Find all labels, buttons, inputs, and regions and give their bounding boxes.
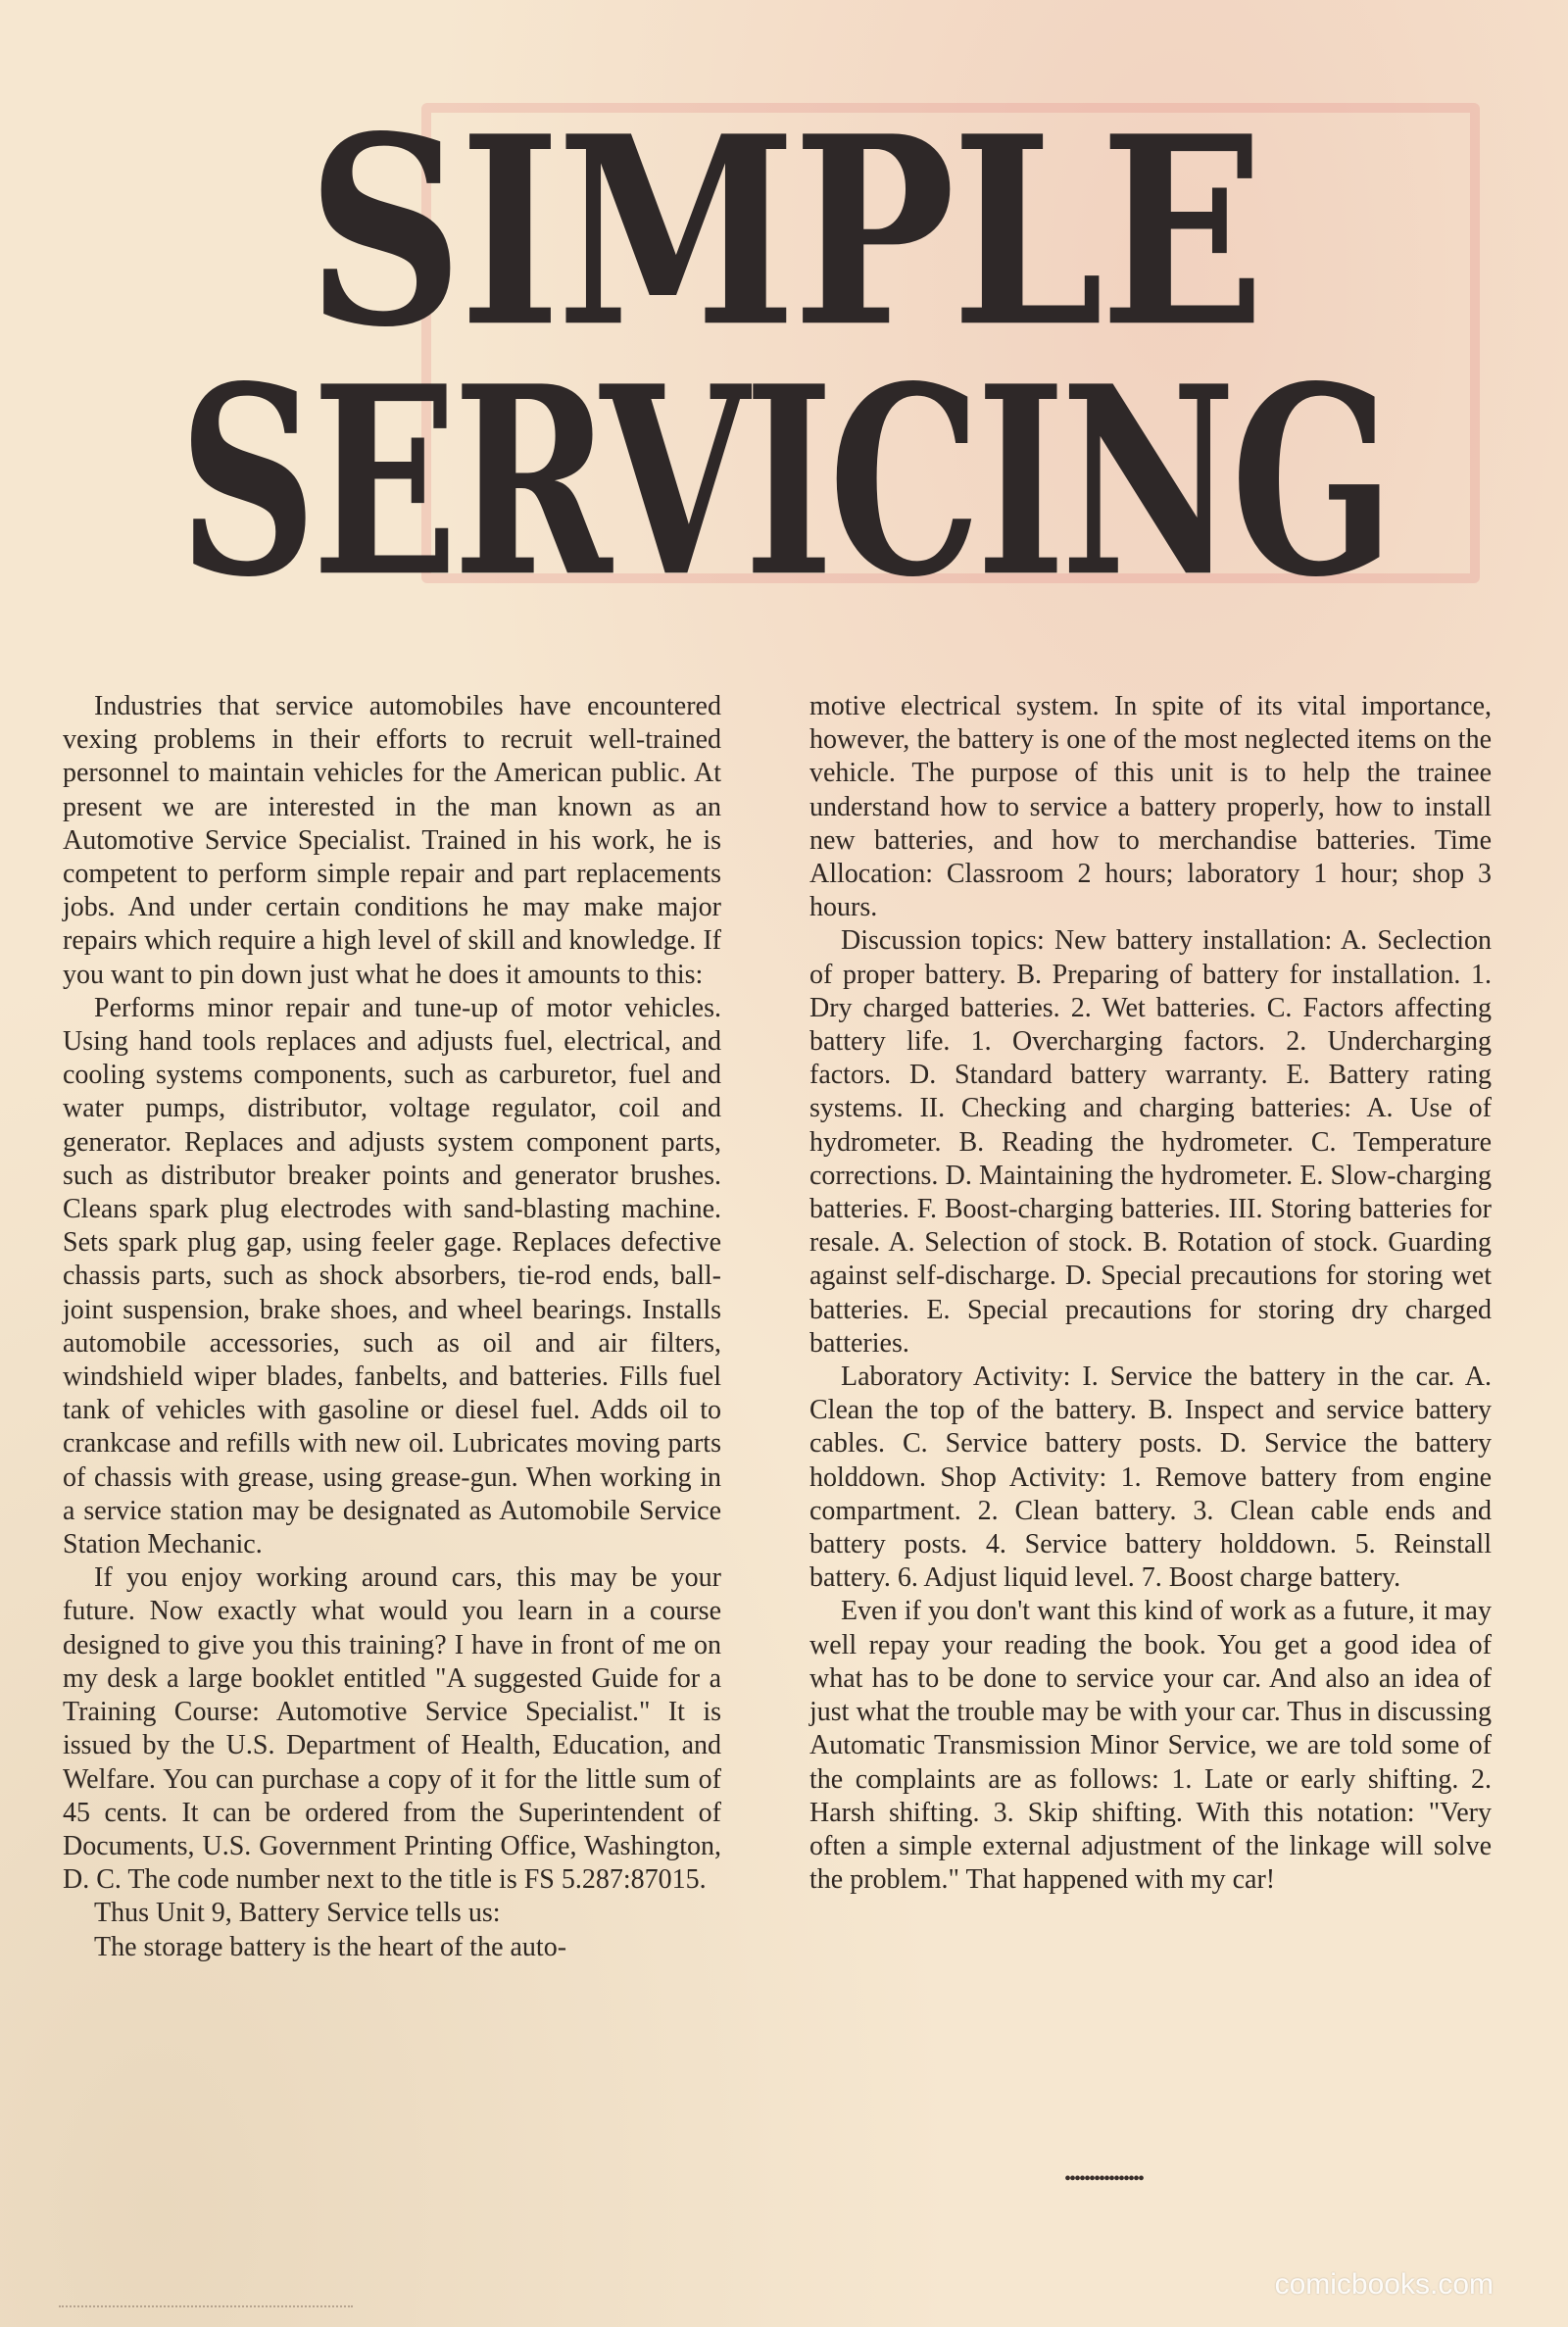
headline-line-1: SIMPLE [307,80,1261,385]
watermark: comicbooks.com [1274,2268,1494,2301]
article-column-left [63,690,721,1964]
paragraph-continued: motive electrical system. In spite of its vital importance, however, the battery is one of the most neglected items on the vehicle. The purpose of this unit is to help the trainee understand how to service a battery properly, how to install new batteries, and how to merchandise batteries. Time Allocation: Classroom 2 hours; laboratory 1 hour; shop 3 hours. [809,691,1492,923]
paragraph: The storage battery is the heart of the auto- [94,1931,567,1962]
paragraph: Thus Unit 9, Battery Service tells us: [94,1898,501,1929]
headline-line-2: SERVICING [178,330,1390,635]
paragraph: Performs minor repair and tune-up of motor vehicles. Using hand tools replaces and adjusts fuel, electrical, and cooling systems components, such as carburetor, fuel and water pumps, distributor, voltage regulator, coil and generator. Replaces and adjusts system component parts, such as distributor breaker points and generator brushes. Cleans spark plug electrodes with sand-blasting machine. Sets spark plug gap, using feeler gage. Replaces defective chassis parts, such as shock absorbers, tie-rod ends, ball-joint suspension, brake shoes, and wheel bearings. Installs automobile accessories, such as oil and air filters, windshield wiper blades, fanbelts, and batteries. Fills fuel tank of vehicles with gasoline or diesel fuel. Adds oil to crankcase and refills with new oil. Lubricates moving parts of chassis with grease, using grease-gun. When working in a service station may be designated as Automobile Service Station Mechanic. [63,992,721,1560]
end-ornament: •••••••••••••••• [1064,2168,1144,2190]
paragraph: Laboratory Activity: I. Service the battery in the car. A. Clean the top of the battery. B. Inspect and service battery cables. C. Service battery posts. D. Service the battery holddown. Shop Activity: 1. Remove battery from engine compartment. 2. Clean battery. 3. Clean cable ends and battery posts. 4. Service battery holddown. 5. Reinstall battery. 6. Adjust liquid level. 7. Boost charge battery. [809,1362,1492,1594]
footer-print-mark [59,2292,353,2307]
paragraph: Discussion topics: New battery installation: A. Seclection of proper battery. B. Preparing of battery for installation. 1. Dry charged batteries. 2. Wet batteries. C. Factors affecting battery life. 1. Overcharging factors. 2. Undercharging factors. D. Standard battery warranty. E. Battery rating systems. II. Checking and charging batteries: A. Use of hydrometer. B. Reading the hydrometer. C. Temperature corrections. D. Maintaining the hydrometer. E. Slow-charging batteries. F. Boost-charging batteries. III. Storing batteries for resale. A. Selection of stock. B. Rotation of stock. Guarding against self-discharge. D. Special precautions for storing wet batteries. E. Special precautions for storing dry charged batteries. [809,925,1492,1359]
paragraph: If you enjoy working around cars, this may be your future. Now exactly what would you learn in a course designed to give you this training? I have in front of me on my desk a large booklet entitled "A suggested Guide for a Training Course: Automotive Service Specialist." It is issued by the U.S. Department of Health, Education, and Welfare. You can purchase a copy of it for the little sum of 45 cents. It can be ordered from the Superintendent of Documents, U.S. Government Printing Office, Washington, D. C. The code number next to the title is FS 5.287:87015. [63,1562,721,1896]
article-column-right [809,690,1492,1897]
paragraph: Industries that service automobiles have encountered vexing problems in their efforts to recruit well-trained personnel to maintain vehicles for the American public. At present we are interested in the man known as an Automotive Service Specialist. Trained in his work, he is competent to perform simple repair and part replacements jobs. And under certain conditions he may make major repairs which require a high level of skill and knowledge. If you want to pin down just what he does it amounts to this: [63,691,721,990]
paragraph: Even if you don't want this kind of work as a future, it may well repay your reading the book. You get a good idea of what has to be done to service your car. And also an idea of just what the trouble may be with your car. Thus in discussing Automatic Transmission Minor Service, we are told some of the complaints are as follows: 1. Late or early shifting. 2. Harsh shifting. 3. Skip shifting. With this notation: "Very often a simple external adjustment of the linkage will solve the problem." That happened with my car! [809,1596,1492,1896]
